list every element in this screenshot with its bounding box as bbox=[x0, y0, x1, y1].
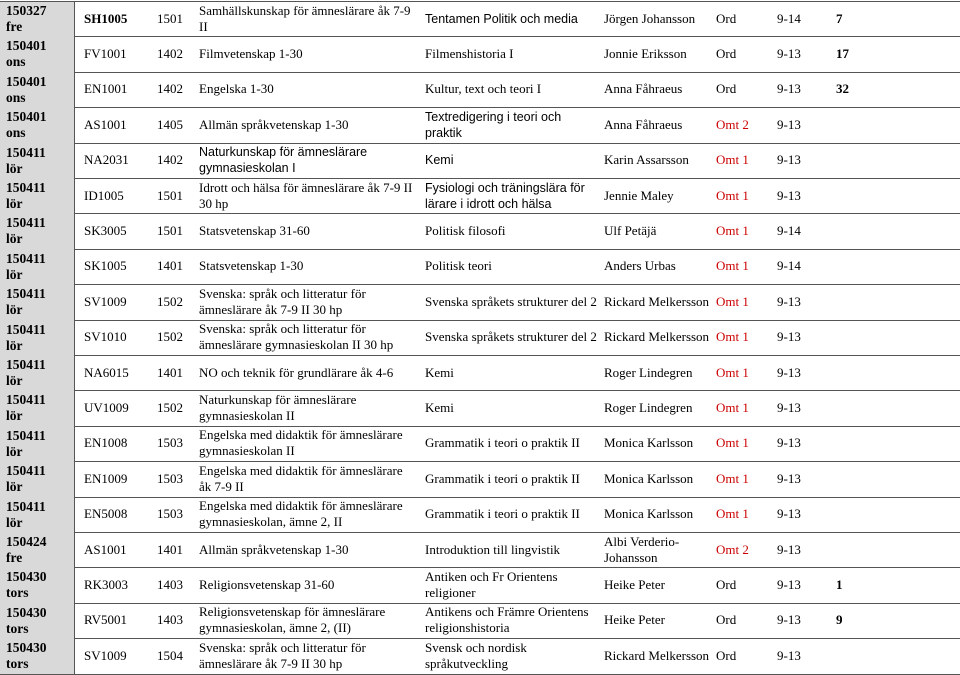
date-cell bbox=[0, 284, 75, 319]
component-cell: Svenska språkets strukturer del 2 bbox=[425, 329, 597, 345]
period-cell: 9-13 bbox=[777, 329, 801, 345]
component-cell: Antikens och Främre Orientens religionshistoria bbox=[425, 604, 589, 636]
course-cell: Engelska med didaktik för ämneslärare gymnasieskolan II bbox=[199, 427, 403, 459]
kind-cell: Omt 1 bbox=[716, 435, 749, 451]
kind-cell: Ord bbox=[716, 647, 737, 663]
teacher-cell: Albi Verderio-Johansson bbox=[604, 533, 680, 565]
teacher-cell: Anders Urbas bbox=[604, 258, 676, 274]
component-cell: Introduktion till lingvistik bbox=[425, 541, 561, 557]
row-divider bbox=[0, 674, 960, 675]
component-cell: Textredigering i teori och praktik bbox=[425, 109, 562, 140]
kind-cell: Omt 1 bbox=[716, 329, 749, 345]
teacher-cell: Jörgen Johansson bbox=[604, 10, 696, 26]
weekday-value: lör bbox=[6, 196, 23, 211]
teacher-cell: Rickard Melkersson bbox=[604, 329, 710, 345]
code-cell: ID1005 bbox=[84, 187, 124, 203]
weekday-value: lör bbox=[6, 337, 23, 353]
component-cell: Kultur, text och teori I bbox=[425, 81, 542, 97]
component-cell: Grammatik i teori o praktik II bbox=[425, 506, 580, 522]
code-cell: UV1009 bbox=[84, 400, 129, 416]
n-cell: 1503 bbox=[157, 435, 183, 451]
date-cell bbox=[0, 320, 75, 355]
weekday-value: lör bbox=[6, 479, 23, 495]
kind-cell: Omt 1 bbox=[716, 258, 749, 274]
component-cell: Fysiologi och träningslära för lärare i idrott och hälsa bbox=[425, 180, 585, 211]
course-cell: Filmvetenskap 1-30 bbox=[199, 46, 303, 62]
date-value: 150411 bbox=[6, 215, 46, 231]
period-cell: 9-14 bbox=[777, 258, 801, 274]
period-cell: 9-13 bbox=[777, 81, 801, 97]
component-cell: Svenska språkets strukturer del 2 bbox=[425, 293, 597, 309]
count-cell: 7 bbox=[836, 10, 843, 26]
n-cell: 1402 bbox=[157, 81, 183, 97]
course-cell: Svenska: språk och litteratur för ämneslärare åk 7-9 II 30 hp bbox=[199, 285, 366, 317]
period-cell: 9-13 bbox=[777, 612, 801, 628]
date-value: 150411 bbox=[6, 321, 46, 337]
n-cell: 1401 bbox=[157, 258, 183, 274]
code-cell: EN1009 bbox=[84, 470, 128, 486]
period-cell: 9-13 bbox=[777, 293, 801, 309]
date-value: 150411 bbox=[6, 463, 46, 479]
code-cell: SV1009 bbox=[84, 647, 127, 663]
date-value: 150401 bbox=[6, 73, 47, 89]
table-row bbox=[0, 107, 960, 142]
weekday-value: lör bbox=[6, 302, 23, 318]
kind-cell: Omt 1 bbox=[716, 506, 749, 522]
table-row bbox=[0, 532, 960, 567]
count-cell: 9 bbox=[836, 612, 843, 628]
date-value: 150430 bbox=[6, 569, 47, 585]
date-cell bbox=[0, 567, 75, 602]
table-row bbox=[0, 497, 960, 532]
date-cell bbox=[0, 497, 75, 532]
n-cell: 1503 bbox=[157, 470, 183, 486]
teacher-cell: Karin Assarsson bbox=[604, 152, 689, 168]
course-cell: NO och teknik för grundlärare åk 4-6 bbox=[199, 364, 394, 380]
n-cell: 1402 bbox=[157, 46, 183, 62]
date-value: 150401 bbox=[6, 38, 47, 54]
date-cell bbox=[0, 249, 75, 284]
course-cell: Allmän språkvetenskap 1-30 bbox=[199, 116, 349, 132]
table-row bbox=[0, 1, 960, 36]
table-row bbox=[0, 178, 960, 213]
period-cell: 9-13 bbox=[777, 541, 801, 557]
kind-cell: Omt 1 bbox=[716, 152, 749, 168]
date-value: 150430 bbox=[6, 604, 47, 620]
weekday-value: lör bbox=[6, 231, 23, 247]
teacher-cell: Roger Lindegren bbox=[604, 364, 693, 380]
kind-cell: Omt 1 bbox=[716, 364, 749, 380]
component-cell: Kemi bbox=[425, 153, 454, 168]
period-cell: 9-13 bbox=[777, 647, 801, 663]
code-cell: SK1005 bbox=[84, 258, 127, 274]
table-row bbox=[0, 143, 960, 178]
weekday-value: ons bbox=[6, 54, 26, 70]
date-cell bbox=[0, 1, 75, 36]
weekday-value: ons bbox=[6, 89, 26, 105]
code-cell: NA6015 bbox=[84, 364, 129, 380]
date-value: 150411 bbox=[6, 286, 46, 302]
period-cell: 9-13 bbox=[777, 116, 801, 132]
component-cell: Grammatik i teori o praktik II bbox=[425, 470, 580, 486]
teacher-cell: Ulf Petäjä bbox=[604, 223, 657, 239]
n-cell: 1401 bbox=[157, 541, 183, 557]
date-cell bbox=[0, 532, 75, 567]
row-divider bbox=[0, 1, 960, 2]
code-cell: FV1001 bbox=[84, 46, 127, 62]
code-cell: RV5001 bbox=[84, 612, 128, 628]
n-cell: 1503 bbox=[157, 506, 183, 522]
course-cell: Engelska med didaktik för ämneslärare åk 7-9 II bbox=[199, 462, 403, 494]
table-row bbox=[0, 567, 960, 602]
period-cell: 9-13 bbox=[777, 470, 801, 486]
date-value: 150411 bbox=[6, 498, 46, 514]
table-row bbox=[0, 72, 960, 107]
period-cell: 9-13 bbox=[777, 46, 801, 62]
code-cell: SK3005 bbox=[84, 223, 127, 239]
kind-cell: Omt 1 bbox=[716, 187, 749, 203]
n-cell: 1405 bbox=[157, 116, 183, 132]
teacher-cell: Rickard Melkersson bbox=[604, 647, 710, 663]
component-cell: Tentamen Politik och media bbox=[425, 11, 578, 26]
course-cell: Engelska 1-30 bbox=[199, 81, 274, 97]
course-cell: Naturkunskap för ämneslärare gymnasieskolan I bbox=[199, 145, 368, 176]
teacher-cell: Rickard Melkersson bbox=[604, 293, 710, 309]
weekday-value: lör bbox=[6, 373, 23, 388]
component-cell: Politisk teori bbox=[425, 258, 492, 274]
weekday-value: lör bbox=[6, 514, 23, 530]
period-cell: 9-13 bbox=[777, 506, 801, 522]
period-cell: 9-13 bbox=[777, 400, 801, 416]
n-cell: 1402 bbox=[157, 152, 183, 168]
date-cell bbox=[0, 355, 75, 390]
teacher-cell: Monica Karlsson bbox=[604, 506, 694, 522]
date-cell bbox=[0, 390, 75, 425]
kind-cell: Ord bbox=[716, 577, 737, 593]
kind-cell: Omt 2 bbox=[716, 116, 749, 132]
teacher-cell: Jennie Maley bbox=[604, 187, 674, 203]
course-cell: Idrott och hälsa för ämneslärare åk 7-9 II 30 hp bbox=[199, 179, 413, 211]
kind-cell: Omt 1 bbox=[716, 470, 749, 486]
teacher-cell: Heike Peter bbox=[604, 612, 666, 628]
code-cell: AS1001 bbox=[84, 541, 127, 557]
table-row bbox=[0, 603, 960, 638]
table-row bbox=[0, 36, 960, 71]
date-value: 150424 bbox=[6, 534, 47, 549]
course-cell: Religionsvetenskap för ämneslärare gymnasieskolan, ämne 2, (II) bbox=[199, 604, 386, 636]
weekday-value: fre bbox=[6, 19, 23, 34]
code-cell: SV1010 bbox=[84, 329, 127, 345]
n-cell: 1502 bbox=[157, 293, 183, 309]
course-cell: Svenska: språk och litteratur för ämneslärare åk 7-9 II 30 hp bbox=[199, 639, 366, 671]
date-value: 150411 bbox=[6, 392, 46, 408]
course-cell: Religionsvetenskap 31-60 bbox=[199, 577, 335, 593]
period-cell: 9-13 bbox=[777, 435, 801, 451]
date-value: 150411 bbox=[6, 250, 46, 266]
course-cell: Statsvetenskap 31-60 bbox=[199, 223, 310, 239]
code-cell: NA2031 bbox=[84, 152, 129, 168]
course-cell: Samhällskunskap för ämneslärare åk 7-9 II bbox=[199, 2, 411, 34]
table-row bbox=[0, 426, 960, 461]
code-cell: EN1008 bbox=[84, 435, 128, 451]
teacher-cell: Heike Peter bbox=[604, 577, 666, 593]
date-value: 150411 bbox=[6, 427, 46, 443]
weekday-value: ons bbox=[6, 125, 26, 141]
table-row bbox=[0, 638, 960, 673]
date-cell bbox=[0, 72, 75, 107]
weekday-value: fre bbox=[6, 550, 23, 565]
course-cell: Engelska med didaktik för ämneslärare gymnasieskolan, ämne 2, II bbox=[199, 498, 403, 530]
kind-cell: Omt 1 bbox=[716, 400, 749, 416]
teacher-cell: Monica Karlsson bbox=[604, 435, 694, 451]
period-cell: 9-13 bbox=[777, 187, 801, 203]
n-cell: 1501 bbox=[157, 223, 183, 239]
teacher-cell: Anna Fåhraeus bbox=[604, 116, 683, 132]
date-value: 150411 bbox=[6, 180, 46, 195]
component-cell: Filmenshistoria I bbox=[425, 46, 514, 62]
date-cell bbox=[0, 178, 75, 213]
n-cell: 1501 bbox=[157, 187, 183, 203]
teacher-cell: Monica Karlsson bbox=[604, 470, 694, 486]
date-value: 150401 bbox=[6, 109, 47, 125]
course-cell: Allmän språkvetenskap 1-30 bbox=[199, 541, 349, 557]
code-cell: RK3003 bbox=[84, 577, 129, 593]
component-cell: Kemi bbox=[425, 364, 454, 380]
teacher-cell: Anna Fåhraeus bbox=[604, 81, 683, 97]
count-cell: 17 bbox=[836, 46, 849, 62]
teacher-cell: Roger Lindegren bbox=[604, 400, 693, 416]
weekday-value: lör bbox=[6, 160, 23, 176]
date-value: 150411 bbox=[6, 144, 46, 160]
weekday-value: tors bbox=[6, 585, 29, 601]
date-cell bbox=[0, 143, 75, 178]
count-cell: 32 bbox=[836, 81, 849, 97]
weekday-value: lör bbox=[6, 266, 23, 282]
weekday-value: tors bbox=[6, 656, 29, 672]
table-row bbox=[0, 390, 960, 425]
code-cell: SH1005 bbox=[84, 10, 128, 26]
kind-cell: Omt 1 bbox=[716, 293, 749, 309]
kind-cell: Ord bbox=[716, 612, 737, 628]
date-value: 150327 bbox=[6, 3, 47, 18]
date-value: 150430 bbox=[6, 640, 47, 656]
n-cell: 1502 bbox=[157, 329, 183, 345]
component-cell: Politisk filosofi bbox=[425, 223, 506, 239]
n-cell: 1501 bbox=[157, 10, 183, 26]
date-cell bbox=[0, 461, 75, 496]
date-value: 150411 bbox=[6, 357, 46, 372]
table-row bbox=[0, 355, 960, 390]
table-row bbox=[0, 284, 960, 319]
period-cell: 9-13 bbox=[777, 364, 801, 380]
code-cell: AS1001 bbox=[84, 116, 127, 132]
table-row bbox=[0, 320, 960, 355]
component-cell: Grammatik i teori o praktik II bbox=[425, 435, 580, 451]
n-cell: 1502 bbox=[157, 400, 183, 416]
weekday-value: tors bbox=[6, 620, 29, 636]
course-cell: Statsvetenskap 1-30 bbox=[199, 258, 304, 274]
table-row bbox=[0, 213, 960, 248]
date-cell bbox=[0, 638, 75, 673]
period-cell: 9-14 bbox=[777, 223, 801, 239]
count-cell: 1 bbox=[836, 577, 843, 593]
date-cell bbox=[0, 426, 75, 461]
kind-cell: Ord bbox=[716, 10, 737, 26]
table-row bbox=[0, 461, 960, 496]
n-cell: 1504 bbox=[157, 647, 183, 663]
n-cell: 1401 bbox=[157, 364, 183, 380]
code-cell: EN5008 bbox=[84, 506, 128, 522]
kind-cell: Ord bbox=[716, 46, 737, 62]
date-cell bbox=[0, 213, 75, 248]
weekday-value: lör bbox=[6, 443, 23, 459]
code-cell: SV1009 bbox=[84, 293, 127, 309]
course-cell: Svenska: språk och litteratur för ämneslärare gymnasieskolan II 30 hp bbox=[199, 321, 394, 353]
period-cell: 9-14 bbox=[777, 10, 801, 26]
component-cell: Svensk och nordisk språkutveckling bbox=[425, 639, 527, 671]
component-cell: Antiken och Fr Orientens religioner bbox=[425, 569, 558, 601]
date-cell bbox=[0, 603, 75, 638]
period-cell: 9-13 bbox=[777, 577, 801, 593]
code-cell: EN1001 bbox=[84, 81, 128, 97]
kind-cell: Ord bbox=[716, 81, 737, 97]
date-cell bbox=[0, 36, 75, 71]
teacher-cell: Jonnie Eriksson bbox=[604, 46, 687, 62]
table-row bbox=[0, 249, 960, 284]
course-cell: Naturkunskap för ämneslärare gymnasieskolan II bbox=[199, 392, 357, 424]
kind-cell: Omt 1 bbox=[716, 223, 749, 239]
n-cell: 1403 bbox=[157, 612, 183, 628]
period-cell: 9-13 bbox=[777, 152, 801, 168]
weekday-value: lör bbox=[6, 408, 23, 424]
kind-cell: Omt 2 bbox=[716, 541, 749, 557]
component-cell: Kemi bbox=[425, 400, 454, 416]
n-cell: 1403 bbox=[157, 577, 183, 593]
date-cell bbox=[0, 107, 75, 142]
